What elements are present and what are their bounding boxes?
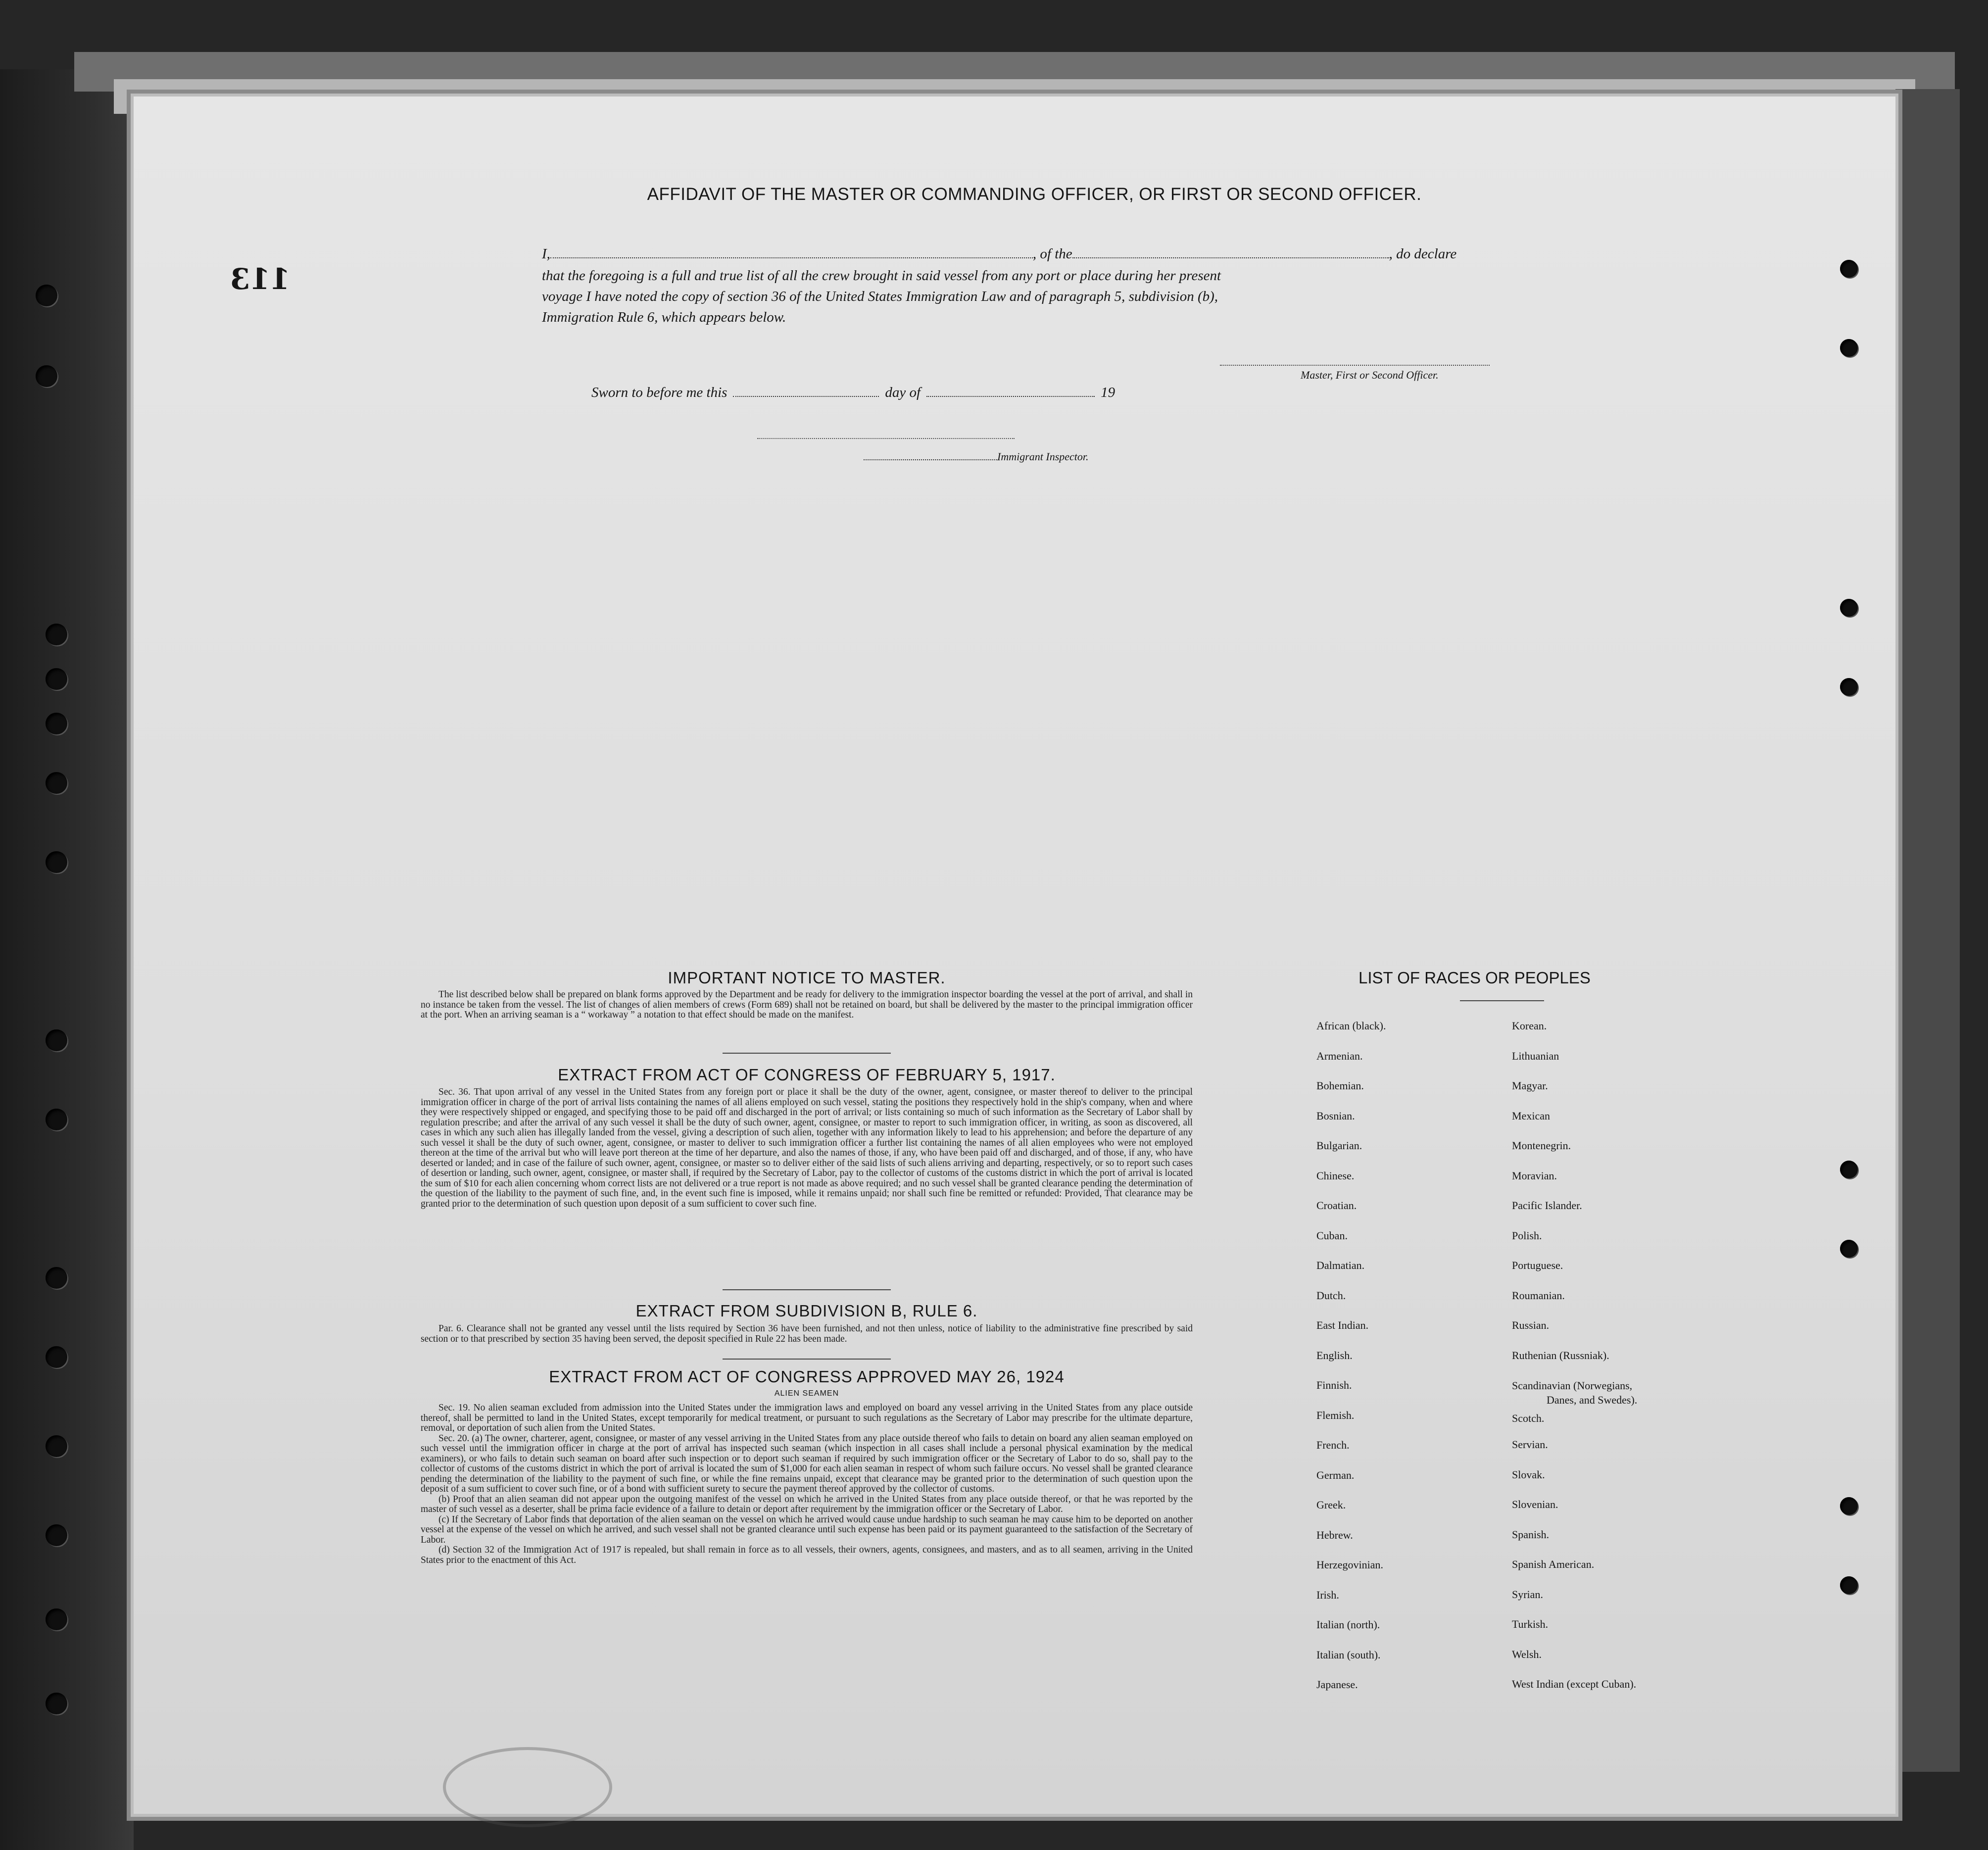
affidavit-do-declare: , do declare [1389,246,1457,262]
race-item: Danes, and Swedes). [1547,1394,1638,1406]
race-item: Herzegovinian. [1316,1558,1383,1571]
extract-rule6-text [421,1324,1193,1344]
races-title: LIST OF RACES OR PEOPLES [1358,969,1591,987]
race-item: Dalmatian. [1316,1259,1365,1271]
race-item: Irish. [1316,1588,1339,1601]
race-item: Spanish American. [1512,1558,1595,1570]
sworn-line [591,385,1115,401]
race-item: Chinese. [1316,1169,1355,1182]
section-divider [723,1053,891,1054]
sec-20b-paragraph: (b) Proof that an alien seaman did not appear upon the outgoing manifest of the vessel on which he arrived in the United States from any place outside thereof, or that he was reported by the master of such vessel as a deserter, shall be prima facie evidence of a failure to detain or deport after requirement by the immigration officer or the Secretary of Labor. [421,1494,1193,1514]
binder-hole [46,1346,67,1368]
races-divider [1460,1000,1544,1001]
race-item: French. [1316,1439,1350,1451]
sworn-month-field[interactable] [926,396,1095,397]
sec-20d-paragraph: (d) Section 32 of the Immigration Act of 1917 is repealed, but shall remain in force as to all vessels, their owners, agents, consignees, and masters, and as to all seamen, arriving in the United States prior to the enactment of this Act. [421,1545,1193,1565]
binder-hole [46,1608,67,1630]
inspector-signature-line-upper[interactable] [757,438,1015,439]
extract-1917-title: EXTRACT FROM ACT OF CONGRESS OF FEBRUARY 5, 1917. [558,1066,1056,1084]
extract-rule6-title: EXTRACT FROM SUBDIVISION B, RULE 6. [635,1302,978,1320]
race-item: German. [1316,1468,1355,1481]
race-item: Dutch. [1316,1289,1346,1302]
extract-1924-title: EXTRACT FROM ACT OF CONGRESS APPROVED MAY 26, 1924 [549,1367,1065,1386]
page-hole [1840,599,1858,617]
race-item: Syrian. [1512,1588,1543,1601]
alien-seamen-subtitle: ALIEN SEAMEN [774,1389,839,1398]
binder-edge [0,69,134,1850]
day-of-label: day of [885,385,921,400]
race-item: Hebrew. [1316,1528,1353,1541]
page-hole [1840,1240,1858,1258]
page-hole [1840,1576,1858,1594]
race-item: Scandinavian (Norwegians, [1512,1379,1633,1392]
binder-hole [46,851,67,873]
affidavit-title: AFFIDAVIT OF THE MASTER OR COMMANDING OFFICER, OR FIRST OR SECOND OFFICER. [647,185,1422,204]
race-item: Montenegrin. [1512,1139,1571,1152]
affidavit-of-the: , of the [1032,246,1072,262]
page-hole [1840,678,1858,696]
inspector-line [864,450,1089,463]
race-item: Slovak. [1512,1468,1545,1481]
race-item: Flemish. [1316,1409,1355,1421]
binder-hole [46,1524,67,1546]
race-item: Japanese. [1316,1678,1358,1691]
section-divider [723,1289,891,1290]
underlying-sheet [1895,89,1960,1772]
page-hole [1840,1497,1858,1515]
race-item: Bohemian. [1316,1079,1364,1092]
binder-hole [46,1435,67,1457]
binder-hole [46,772,67,794]
manifest-page [134,97,1895,1814]
extract-1917-text [421,1087,1193,1209]
race-item: Spanish. [1512,1528,1550,1541]
race-item: Russian. [1512,1319,1550,1331]
affidavit-body-2: voyage I have noted the copy of section 36 of the United States Immigration Law and of paragraph 5, subdivision (b), [542,289,1218,304]
sec-20c-paragraph: (c) If the Secretary of Labor finds that deportation of the alien seaman on the vessel on which he arrived would cause undue hardship to such seaman he may cause him to be deported on another vessel at the expense of the vessel on which he arrived, and such vessel shall not be granted clearance until such expense has been paid or its payment guaranteed to the satisfaction of the Secretary of Labor. [421,1514,1193,1545]
affidavit-body-3: Immigration Rule 6, which appears below. [542,309,786,325]
notice-paragraph: The list described below shall be prepared on blank forms approved by the Department and be ready for delivery to the immigration inspector boarding the vessel at the port of arrival, and shall in no instance be taken from the vessel. The list of changes of alien members of crews (Form 689) shall not be retained on board, but shall be delivered by the master to the principal immigration officer at the port. When an arriving seaman is a “ workaway ” a notation to that effect should be made on the manifest. [421,989,1193,1020]
master-signature-label: Master, First or Second Officer. [1301,369,1439,381]
binder-hole [46,1267,67,1289]
race-item: Lithuanian [1512,1049,1559,1062]
race-item: Cuban. [1316,1229,1348,1242]
sec-19-paragraph: Sec. 19. No alien seaman excluded from admission into the United States under the immigration laws and employed on board any vessel arriving in the United States from any place outside thereof, shall be permitted to land in the United States, except temporarily for medical treatment, or pursuant to such regulations as the Secretary of Labor may prescribe for the ultimate departure, removal, or deportation of such alien from the United States. [421,1403,1193,1433]
race-item: Mexican [1512,1109,1550,1122]
race-item: Finnish. [1316,1379,1352,1391]
margin-number: 113 [230,262,291,296]
notice-title: IMPORTANT NOTICE TO MASTER. [668,969,946,987]
page-hole [1840,1161,1858,1178]
binder-hole [46,1029,67,1051]
race-item: Korean. [1512,1020,1547,1032]
race-item: Italian (north). [1316,1618,1380,1631]
race-item: English. [1316,1349,1353,1362]
race-item: Pacific Islander. [1512,1199,1582,1212]
binder-hole [36,365,57,387]
race-item: Roumanian. [1512,1289,1565,1302]
affidavit-body-1: that the foregoing is a full and true list of all the crew brought in said vessel from any port or place during her present [542,268,1221,284]
race-item: Servian. [1512,1438,1548,1451]
race-item: West Indian (except Cuban). [1512,1678,1637,1690]
race-item: Portuguese. [1512,1259,1563,1271]
race-item: Welsh. [1512,1648,1542,1660]
binder-hole [36,285,57,306]
race-item: Bosnian. [1316,1109,1355,1122]
sworn-label: Sworn to before me this [591,385,727,400]
binder-hole [46,624,67,645]
master-signature-line[interactable] [1220,365,1490,366]
race-item: East Indian. [1316,1319,1369,1331]
race-item: Bulgarian. [1316,1139,1362,1152]
binder-hole [46,668,67,690]
extract-1924-text [421,1403,1193,1565]
year-prefix: 19 [1101,385,1115,400]
race-item: Armenian. [1316,1049,1363,1062]
race-item: Moravian. [1512,1169,1557,1182]
par-6-paragraph: Par. 6. Clearance shall not be granted any vessel until the lists required by Section 36 have been furnished, and not then unless, notice of liability to the administrative fine prescribed by said section or to that prescribed by section 35 having been served, the deposit specified in Rule 22 has been made. [421,1323,1193,1344]
affidavit-i: I, [542,246,550,262]
sworn-day-field[interactable] [733,396,879,397]
master-name-field[interactable] [550,257,1033,258]
faded-stamp [443,1747,612,1827]
race-item: Italian (south). [1316,1648,1381,1661]
sec-20a-paragraph: Sec. 20. (a) The owner, charterer, agent, consignee, or master of any vessel arriving in the United States from any place outside thereof who fails to detain on board any alien seaman employed on such vessel until the immigration officer in charge at the port of arrival has inspected such seaman (which inspection in all cases shall include a personal physical examination by the medical examiners), or who fails to detain such seaman on board after such inspection or to deport such seaman if required by such immigration officer or the Secretary of Labor to do so, shall pay to the collector of customs of the customs district in which the port of arrival is located the sum of $1,000 for each alien seaman in respect of whom such failure occurs. No vessel shall be granted clearance pending the determination of the liability to the payment of such fine, or while the fine remains unpaid, except that clearance may be granted prior to the determination of such question upon the deposit of a sum sufficient to cover such fine, or of a bond with sufficient surety to secure the payment thereof approved by the collector of customs. [421,1433,1193,1494]
affidavit-line-1 [542,246,1665,262]
races-right-column [1512,1011,1637,1700]
inspector-signature-field[interactable] [864,459,997,460]
race-item: Croatian. [1316,1199,1357,1212]
binder-hole [46,1693,67,1714]
race-item: Scotch. [1512,1412,1545,1424]
race-item: African (black). [1316,1020,1386,1032]
race-item: Ruthenian (Russniak). [1512,1349,1609,1362]
race-item: Magyar. [1512,1079,1548,1092]
page-hole [1840,260,1858,278]
section-divider [723,1359,891,1360]
race-item: Turkish. [1512,1618,1549,1630]
race-item: Greek. [1316,1499,1346,1511]
inspector-label: Immigrant Inspector. [997,450,1089,463]
races-left-column [1316,1011,1386,1700]
binder-hole [46,713,67,734]
page-hole [1840,339,1858,357]
race-item: Slovenian. [1512,1498,1558,1510]
vessel-name-field[interactable] [1072,257,1389,258]
race-item: Polish. [1512,1229,1542,1242]
notice-text [421,990,1193,1021]
binder-hole [46,1109,67,1130]
sec-36-paragraph: Sec. 36. That upon arrival of any vessel in the United States from any foreign port or place it shall be the duty of the owner, agent, consignee, or master thereof to deliver to the principal immigration officer in charge of the port of arrival lists containing the names of all aliens employed on such vessel, stating the positions they respectively hold in the ship's company, when and where they were respectively shipped or engaged, and specifying those to be paid off and discharged in the port of arrival; or lists containing so much of such information as the Secretary of Labor shall by regulation prescribe; and after the arrival of any such vessel it shall be the duty of such owner, agent, consignee, or master to report to such immigration officer, in writing, as soon as discovered, all cases in which any such alien has illegally landed from the vessel, giving a description of such alien, together with any information likely to lead to his apprehension; and before the departure of any such vessel it shall be the duty of such owner, agent, consignee, or master to deliver to such immigration officer a further list containing the names of all alien employees who were not employed thereon at the time of the arrival but who will leave port thereon at the time of her departure, and also the names of those, if any, who have been paid off and discharged, and of those, if any, who have deserted or landed; and in case of the failure of such owner, agent, consignee, or master so to deliver either of the said lists of such aliens arriving and departing, respectively, or so to report such cases of desertion or landing, such owner, agent, consignee, or master shall, if required by the Secretary of Labor, pay to the collector of customs of the customs district in which the port of arrival is located the sum of $10 for each alien concerning whom correct lists are not delivered or a true report is not made as above required; and no such vessel shall be granted clearance pending the determination of the question of the liability to the payment of such fine, and, in the event such fine is imposed, while it remains unpaid; nor shall such fine be remitted or refunded: Provided, That clearance may be granted prior to the determination of such question upon deposit of a sum sufficient to cover such fine. [421,1087,1193,1209]
